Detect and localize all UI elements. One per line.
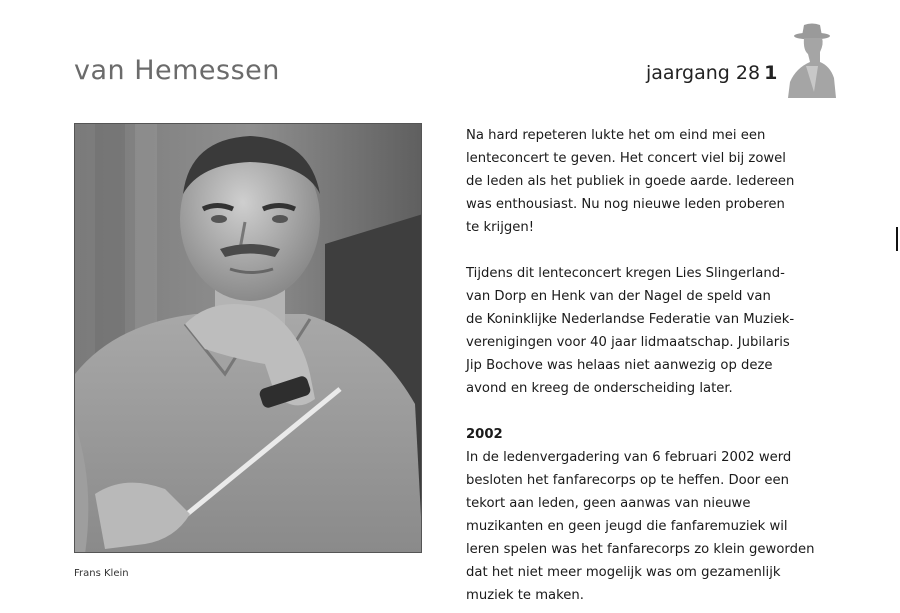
text-line: Na hard repeteren lukte het om eind mei een [466,128,766,143]
page-number: 1 [764,62,778,84]
section-heading-2002: 2002 [466,427,503,442]
text-line: van Dorp en Henk van der Nagel de speld van [466,289,771,304]
text-line: In de ledenvergadering van 6 februari 2002 werd [466,450,792,465]
text-line: was enthousiast. Nu nog nieuwe leden proberen [466,197,785,212]
page-title: van Hemessen [74,55,280,86]
text-line: avond en kreeg de onderscheiding later. [466,381,733,396]
paragraph-2 [466,262,826,400]
paragraph-1 [466,124,826,239]
text-line: muziek te maken. [466,588,584,603]
text-line: Tijdens dit lenteconcert kregen Lies Slingerland- [466,266,785,281]
photo-caption: Frans Klein [74,568,129,579]
text-line: besloten het fanfarecorps op te heffen. Door een [466,473,789,488]
text-line: Jip Bochove was helaas niet aanwezig op deze [466,358,773,373]
volume-label [646,62,777,84]
text-line: verenigingen voor 40 jaar lidmaatschap. Jubilaris [466,335,790,350]
text-line: de leden als het publiek in goede aarde. Iedereen [466,174,795,189]
text-line: tekort aan leden, geen aanwas van nieuwe [466,496,751,511]
jaargang-text: jaargang 28 [646,62,761,84]
text-line: muzikanten en geen jeugd die fanfaremuziek wil [466,519,788,534]
text-line: te krijgen! [466,220,534,235]
article-text [466,124,826,607]
text-line: de Koninklijke Nederlandse Federatie van Muziek- [466,312,795,327]
paragraph-3 [466,446,826,607]
text-line: lenteconcert te geven. Het concert viel bij zowel [466,151,786,166]
hat-silhouette-icon [784,22,836,98]
conductor-photo [74,123,422,553]
text-cursor [896,227,898,251]
text-line: leren spelen was het fanfarecorps zo klein geworden [466,542,815,557]
text-line: dat het niet meer mogelijk was om gezamenlijk [466,565,781,580]
